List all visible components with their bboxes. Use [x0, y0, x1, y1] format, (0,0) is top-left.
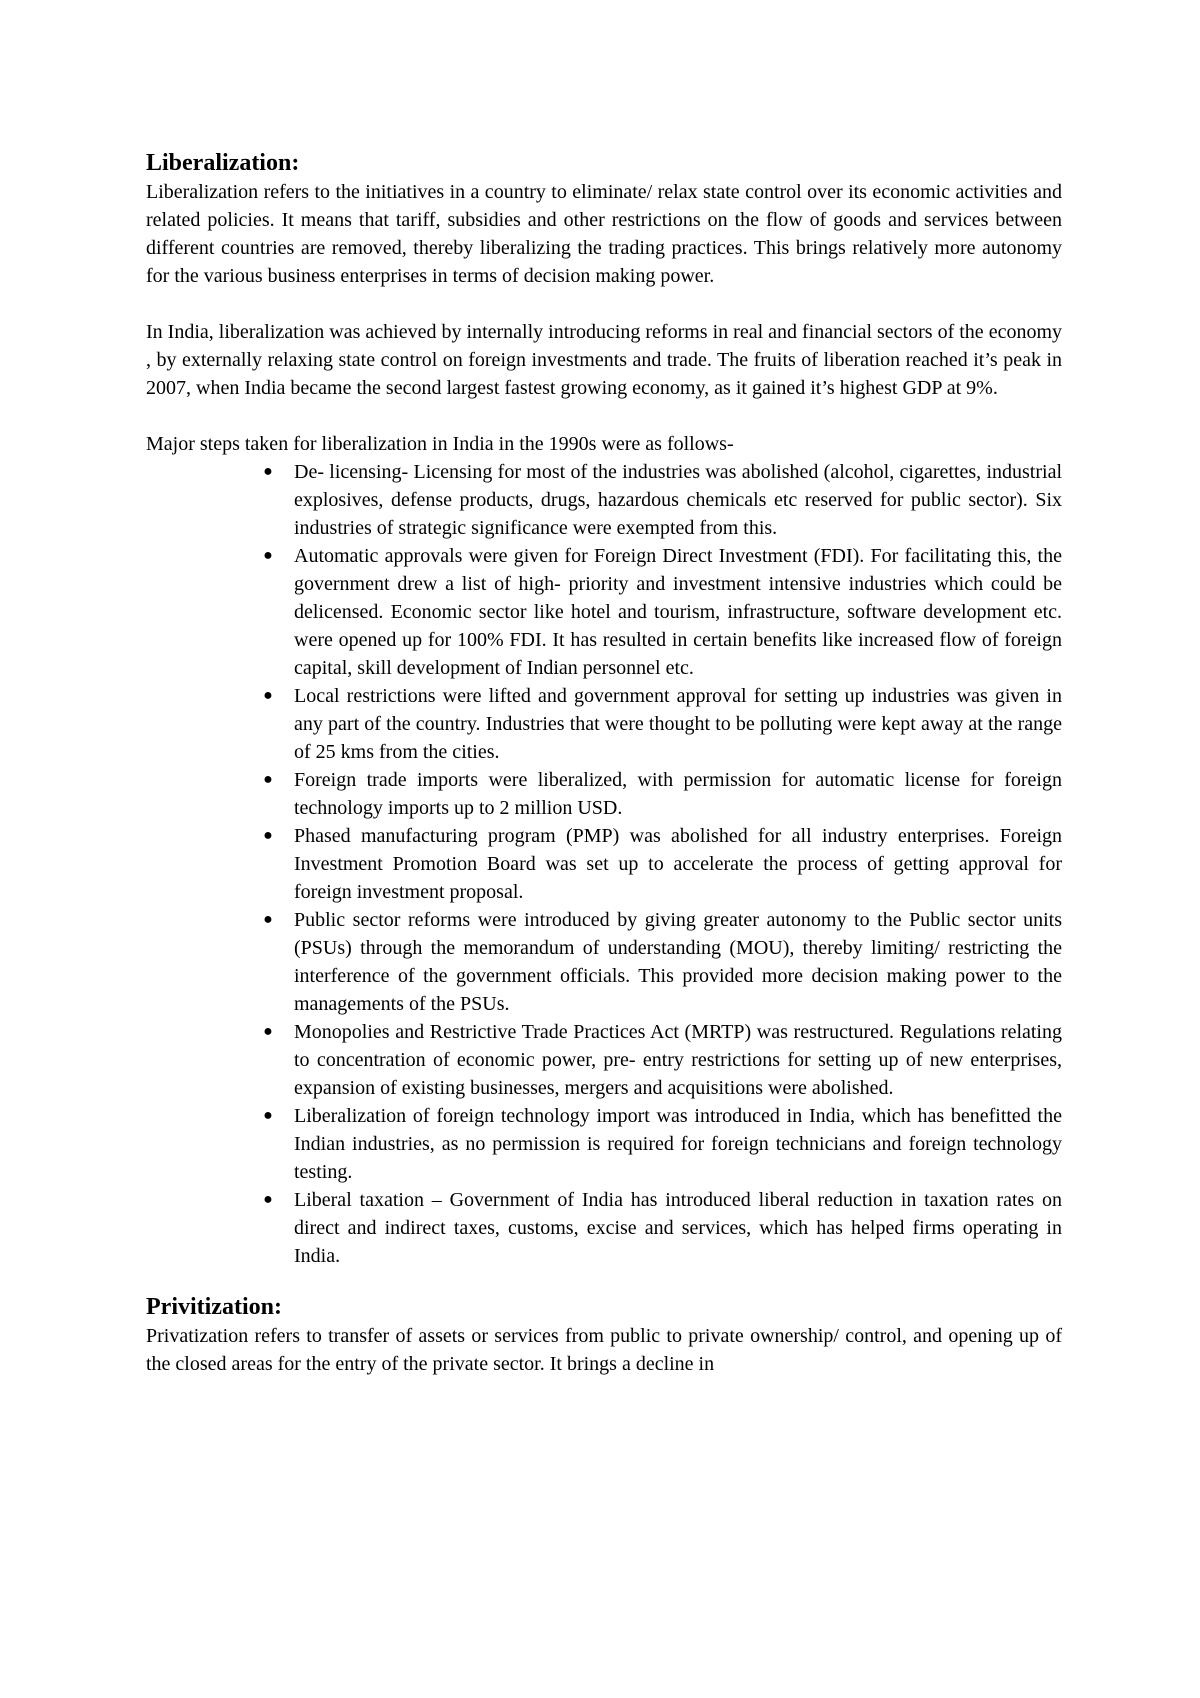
- bullet-icon: ●: [263, 1023, 273, 1040]
- privitization-definition-paragraph: Privatization refers to transfer of assets or services from public to private ownership/ control, and opening up of the closed areas for the entry of the private sector. It brings a decline in: [146, 1325, 1062, 1375]
- list-item-text: De- licensing- Licensing for most of the industries was abolished (alcohol, cigarettes, industrial explosives, defense products, drugs, hazardous chemicals etc reserved for public sector). Six industries of strategic significance were exempted from this.: [294, 461, 1062, 539]
- liberalization-steps-list: [146, 458, 1062, 1270]
- paragraph-spacer: [146, 402, 1062, 430]
- bullet-icon: ●: [263, 547, 273, 564]
- list-item: [263, 682, 1062, 766]
- list-item: [263, 906, 1062, 1018]
- list-item-text: Automatic approvals were given for Foreign Direct Investment (FDI). For facilitating this, the government drew a list of high- priority and investment intensive industries which could be delicensed. Economic sector like hotel and tourism, infrastructure, software development etc. were opened up for 100% FDI. It has resulted in certain benefits like increased flow of foreign capital, skill development of Indian personnel etc.: [294, 545, 1062, 679]
- list-item-text: Local restrictions were lifted and government approval for setting up industries was given in any part of the country. Industries that were thought to be polluting were kept away at the range of 25 kms from the cities.: [294, 685, 1062, 763]
- document-page: [146, 148, 1062, 1378]
- list-item-text: Monopolies and Restrictive Trade Practices Act (MRTP) was restructured. Regulations relating to concentration of economic power, pre- entry restrictions for setting up of new enterprises, expansion of existing businesses, mergers and acquisitions were abolished.: [294, 1021, 1062, 1099]
- bullet-icon: ●: [263, 771, 273, 788]
- paragraph-spacer: [146, 290, 1062, 318]
- list-item-text: Liberalization of foreign technology import was introduced in India, which has benefitted the Indian industries, as no permission is required for foreign technicians and foreign technology testing.: [294, 1105, 1062, 1183]
- list-item-text: Public sector reforms were introduced by giving greater autonomy to the Public sector units (PSUs) through the memorandum of understanding (MOU), thereby limiting/ restricting the interference of the government officials. This provided more decision making power to the managements of the PSUs.: [294, 909, 1062, 1015]
- liberalization-definition-paragraph: Liberalization refers to the initiatives in a country to eliminate/ relax state control over its economic activities and related policies. It means that tariff, subsidies and other restrictions on the flow of goods and services between different countries are removed, thereby liberalizing the trading practices. This brings relatively more autonomy for the various business enterprises in terms of decision making power.: [146, 181, 1062, 287]
- bullet-icon: ●: [263, 827, 273, 844]
- list-item-text: Phased manufacturing program (PMP) was abolished for all industry enterprises. Foreign Investment Promotion Board was set up to accelerate the process of getting approval for foreign investment proposal.: [294, 825, 1062, 903]
- liberalization-heading: Liberalization:: [146, 150, 300, 176]
- list-item: [263, 542, 1062, 682]
- bullet-icon: ●: [263, 687, 273, 704]
- list-item: [263, 458, 1062, 542]
- list-item: [263, 1102, 1062, 1186]
- list-item: [263, 822, 1062, 906]
- bullet-icon: ●: [263, 463, 273, 480]
- list-item: [263, 766, 1062, 822]
- list-item-text: Liberal taxation – Government of India has introduced liberal reduction in taxation rates on direct and indirect taxes, customs, excise and services, which has helped firms operating in India.: [294, 1189, 1062, 1267]
- bullet-icon: ●: [263, 1107, 273, 1124]
- liberalization-india-paragraph: In India, liberalization was achieved by internally introducing reforms in real and financial sectors of the economy , by externally relaxing state control on foreign investments and trade. The fruits of liberation reached it’s peak in 2007, when India became the second largest fastest growing economy, as it gained it’s highest GDP at 9%.: [146, 321, 1062, 399]
- privitization-heading: Privitization:: [146, 1294, 282, 1320]
- list-item-text: Foreign trade imports were liberalized, with permission for automatic license for foreign technology imports up to 2 million USD.: [294, 769, 1062, 819]
- steps-intro: Major steps taken for liberalization in India in the 1990s were as follows-: [146, 433, 734, 455]
- list-item: [263, 1186, 1062, 1270]
- bullet-icon: ●: [263, 1191, 273, 1208]
- bullet-icon: ●: [263, 911, 273, 928]
- list-item: [263, 1018, 1062, 1102]
